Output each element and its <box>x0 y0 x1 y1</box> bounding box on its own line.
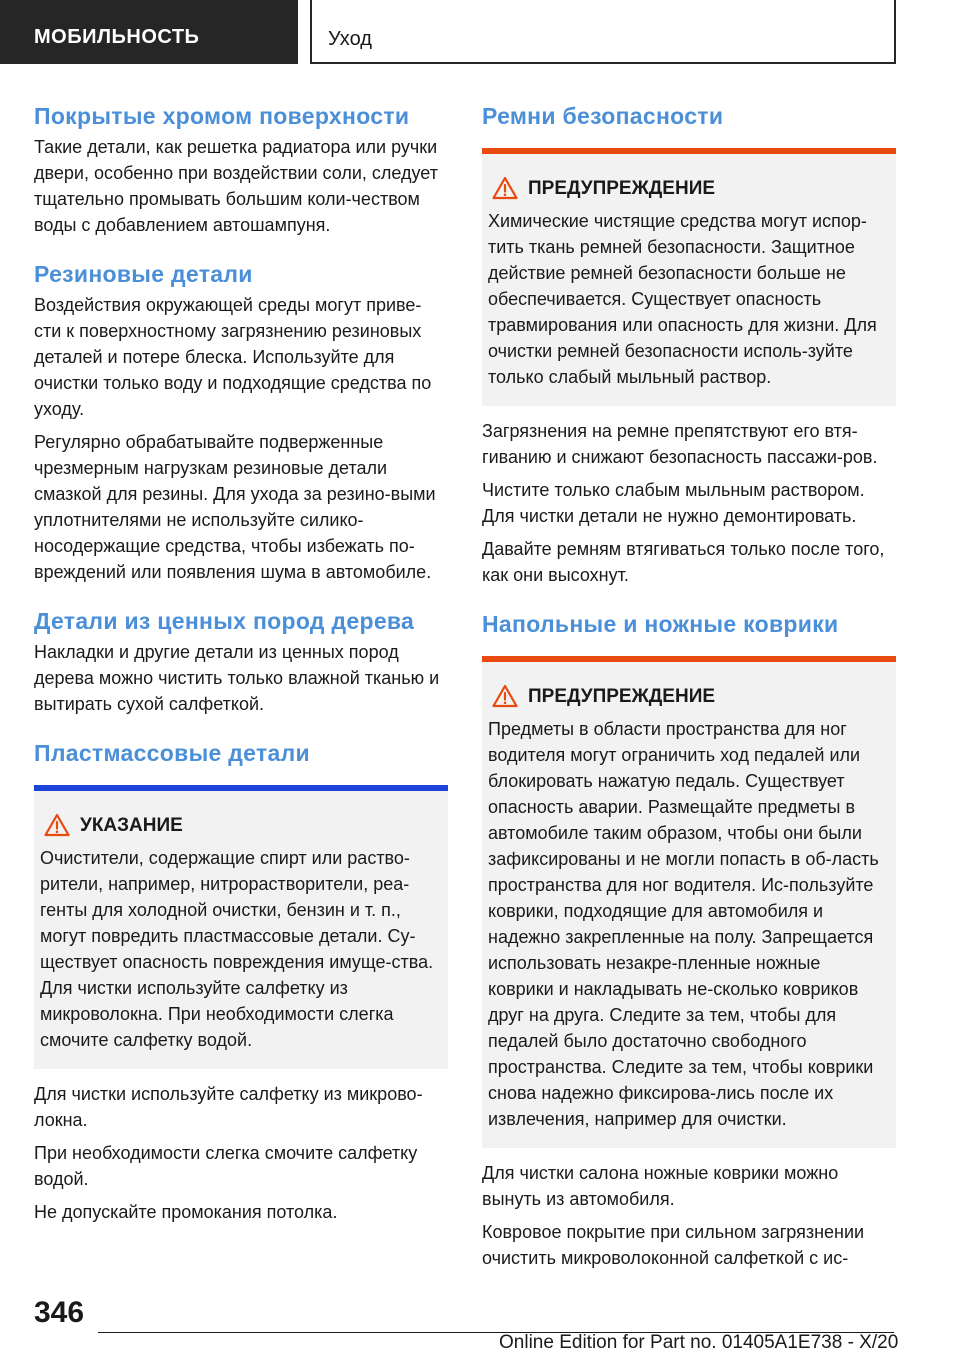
notice-header <box>40 813 440 839</box>
warning-header <box>488 684 888 710</box>
warning-triangle-icon <box>492 176 518 200</box>
notice-text: Очистители, содержащие спирт или раство-рители, например, нитрорастворители, реа-генты для холодной очистки, бензин и т. п., могут повредить пластмассовые детали. Су-ществует опасность повреждения имуще-ства. Для чистки используйте салфетку из микроволокна. При необходимости слегка смочите салфетку водой. <box>40 848 434 1050</box>
warning-title: ПРЕДУПРЕЖДЕНИЕ <box>528 686 716 707</box>
right-column <box>482 100 896 1271</box>
chrome-text: Такие детали, как решетка радиатора или ручки двери, особенно при воздействии соли, следует тщательно промывать большим коли-чеством воды с добавлением автошампуня. <box>34 137 438 235</box>
wood-text: Накладки и другие детали из ценных пород дерева можно чистить только влажной тканью и вытирать сухой салфеткой. <box>34 642 440 714</box>
belts-paragraph-1: Загрязнения на ремне препятствуют его втя-гиванию и снижают безопасность пассажи-ров. <box>482 421 878 467</box>
warning-title: ПРЕДУПРЕЖДЕНИЕ <box>528 178 716 199</box>
mats-warning-box <box>482 656 896 1148</box>
page-number: 346 <box>34 1296 85 1329</box>
section-tab <box>310 0 896 64</box>
belts-paragraph-2: Чистите только слабым мыльным раствором. Для чистки детали не нужно демонтировать. <box>482 480 865 526</box>
belts-heading: Ремни безопасности <box>482 103 724 129</box>
warning-triangle-icon <box>492 684 518 708</box>
warning-text: Предметы в области пространства для ног водителя могут ограничить ход педалей или блокировать нажатую педаль. Существует опасность аварии. Размещайте предметы в автомобиле таким образом, чтобы они были зафиксированы и не могли попасть в об-ласть пространства для ног водителя. Ис-пользуйте коврики, подходящие для автомобиля и надежно закрепленные на полу. Запрещается использовать незакре-пленные ножные коврики и накладывать не-сколько ковриков друг на друга. Следите за тем, чтобы для педалей было достаточно свободного пространства. Следите за тем, чтобы коврики снова надежно фиксирова-лись после их извлечения, например для очистки. <box>488 719 879 1129</box>
left-column <box>34 100 448 1225</box>
rubber-paragraph-2: Регулярно обрабатывайте подверженные чрезмерным нагрузкам резиновые детали смазкой для резины. Для ухода за резино-выми уплотнителями не используйте силико-носодержащие средства, чтобы избежать по-вреждений или появления шума в автомобиле. <box>34 432 436 582</box>
mats-paragraph-2: Ковровое покрытие при сильном загрязнении очистить микроволоконной салфеткой с ис- <box>482 1222 865 1268</box>
plastic-paragraph-3: Не допускайте промокания потолка. <box>34 1202 338 1222</box>
notice-title: УКАЗАНИЕ <box>80 815 183 836</box>
plastic-paragraph-2: При необходимости слегка смочите салфетку водой. <box>34 1143 418 1189</box>
plastic-paragraph-1: Для чистки используйте салфетку из микрово-локна. <box>34 1084 423 1130</box>
belts-warning-box <box>482 148 896 406</box>
mats-paragraph-1: Для чистки салона ножные коврики можно вынуть из автомобиля. <box>482 1163 839 1209</box>
rubber-heading: Резиновые детали <box>34 261 253 287</box>
mats-heading: Напольные и ножные коврики <box>482 611 839 637</box>
belts-paragraph-3: Давайте ремням втягиваться только после того, как они высохнут. <box>482 539 885 585</box>
chrome-heading: Покрытые хромом поверхности <box>34 103 410 129</box>
warning-text: Химические чистящие средства могут испор-тить ткань ремней безопасности. Защитное действие ремней безопасности больше не обеспечивается. Существует опасность травмирования или опасность для жизни. Для очистки ремней безопасности исполь-зуйте только слабый мыльный раствор. <box>488 211 877 387</box>
notice-box <box>34 785 448 1069</box>
plastic-heading: Пластмассовые детали <box>34 740 310 766</box>
warning-triangle-icon <box>44 813 70 837</box>
warning-header <box>488 176 888 202</box>
chapter-tab <box>0 0 298 64</box>
chapter-title: МОБИЛЬНОСТЬ <box>34 26 200 48</box>
edition-note: Online Edition for Part no. 01405A1E738 - X/20 <box>499 1332 899 1353</box>
section-title: Уход <box>328 28 372 50</box>
wood-heading: Детали из ценных пород дерева <box>34 608 415 634</box>
rubber-paragraph-1: Воздействия окружающей среды могут приве-сти к поверхностному загрязнению резиновых деталей и потере блеска. Используйте для очистки только воду и подходящие средства по уходу. <box>34 295 432 419</box>
